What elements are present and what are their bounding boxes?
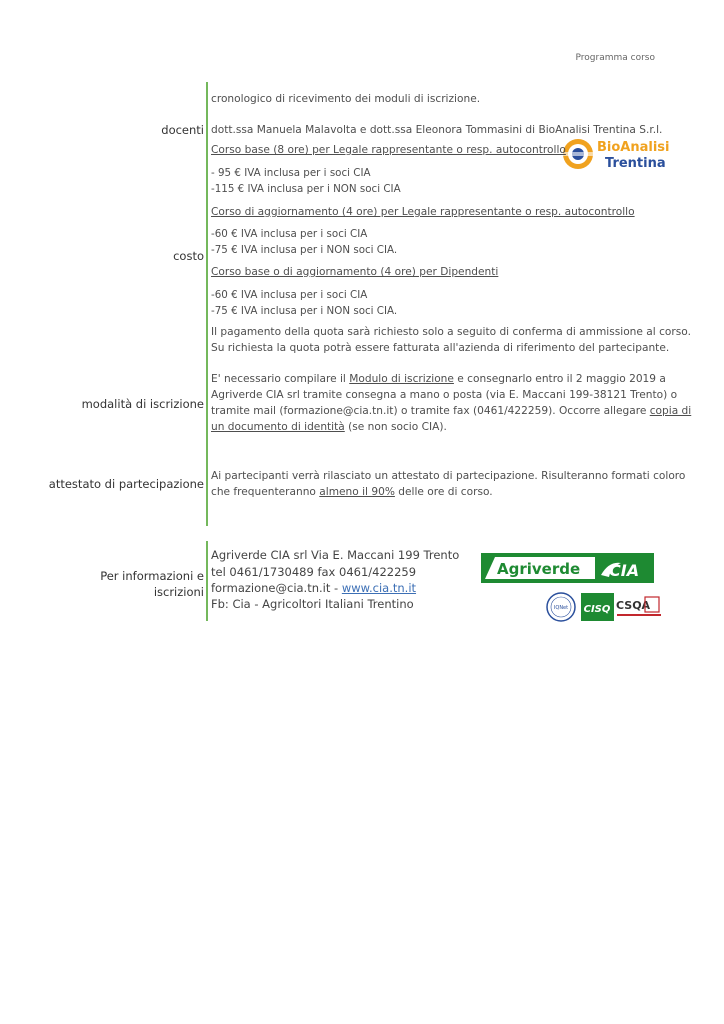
attestato-line-1: Ai partecipanti verrà rilasciato un attestato di partecipazione. Risulteranno formati coloro	[211, 470, 686, 482]
section-divider-top	[206, 82, 208, 526]
attestato-percentuale: almeno il 90%	[319, 486, 395, 498]
modalita-line-1	[211, 371, 666, 387]
info-address: Agriverde CIA srl Via E. Maccani 199 Trento	[211, 548, 460, 562]
attestato-line-2-text-b: delle ore di corso.	[394, 486, 493, 498]
modalita-label: modalità di iscrizione	[81, 397, 204, 411]
costo-base-line-1: - 95 € IVA inclusa per i soci CIA	[211, 167, 371, 179]
docenti-label: docenti	[161, 123, 204, 137]
info-phones: tel 0461/1730489 fax 0461/422259	[211, 565, 417, 579]
modulo-iscrizione-link[interactable]: Modulo di iscrizione	[349, 373, 454, 385]
agriverde-cia-logo	[481, 553, 654, 583]
costo-dip-line-1: -60 € IVA inclusa per i soci CIA	[211, 289, 368, 301]
modalita-line-4	[211, 419, 447, 435]
section-divider-bottom	[206, 541, 208, 621]
copia-documento-link[interactable]: copia di	[649, 405, 692, 417]
modalita-line-1-text-b: e consegnarlo entro il 2 maggio 2019 a	[453, 373, 666, 385]
costo-base-line-2: -115 € IVA inclusa per i NON soci CIA	[211, 183, 401, 195]
modalita-line-2: Agriverde CIA srl tramite consegna a mano o posta (via E. Maccani 199-38121 Trento) o	[211, 389, 678, 401]
certification-logos	[545, 592, 665, 622]
info-facebook: Fb: Cia - Agricoltori Italiani Trentino	[211, 597, 414, 611]
info-website-link[interactable]: www.cia.tn.it	[341, 581, 417, 595]
costo-agg-line-2: -75 € IVA inclusa per i NON soci CIA.	[211, 244, 398, 256]
bioanalisi-logo-line2: Trentina	[605, 156, 666, 171]
documento-identita-link[interactable]: un documento di identità	[211, 421, 345, 433]
modalita-line-1-text-a: E' necessario compilare il	[211, 373, 350, 385]
cisq-logo-text: CISQ	[583, 604, 611, 615]
attestato-line-2-text-a: che frequenteranno	[211, 486, 320, 498]
info-label-line-1: Per informazioni e	[100, 569, 204, 583]
payment-line-2: Su richiesta la quota potrà essere fatturata all'azienda di riferimento del partecipante.	[211, 342, 670, 354]
payment-line-1: Il pagamento della quota sarà richiesto solo a seguito di conferma di ammissione al corso.	[211, 326, 691, 338]
iqnet-logo-text: IQNet	[553, 605, 569, 611]
bioanalisi-logo-line1: BioAnalisi	[597, 140, 670, 155]
info-email[interactable]: formazione@cia.tn.it -	[211, 581, 342, 595]
info-label-line-2: iscrizioni	[153, 585, 204, 599]
intro-text: cronologico di ricevimento dei moduli di iscrizione.	[211, 93, 481, 105]
costo-base-title: Corso base (8 ore) per Legale rappresentante o resp. autocontrollo	[211, 144, 566, 156]
costo-aggiornamento-title: Corso di aggiornamento (4 ore) per Legale rappresentante o resp. autocontrollo	[211, 206, 635, 218]
modalita-line-4-text-b: (se non socio CIA).	[344, 421, 447, 433]
attestato-label: attestato di partecipazione	[48, 477, 204, 491]
csqa-logo-text: CSQA	[616, 599, 651, 612]
costo-agg-line-1: -60 € IVA inclusa per i soci CIA	[211, 228, 368, 240]
modalita-line-3	[211, 403, 691, 419]
info-email-row	[211, 580, 416, 596]
costo-dip-line-2: -75 € IVA inclusa per i NON soci CIA.	[211, 305, 398, 317]
modalita-line-3-text-a: tramite mail (formazione@cia.tn.it) o tramite fax (0461/422259). Occorre allegare	[211, 405, 650, 417]
docenti-text: dott.ssa Manuela Malavolta e dott.ssa Eleonora Tommasini di BioAnalisi Trentina S.r.l.	[211, 124, 663, 136]
cia-logo-text: CIA	[609, 561, 640, 580]
costo-dipendenti-title: Corso base o di aggiornamento (4 ore) per Dipendenti	[211, 266, 499, 278]
page-header-label: Programma corso	[575, 53, 655, 63]
costo-label: costo	[173, 249, 204, 263]
attestato-line-2	[211, 484, 493, 500]
bioanalisi-logo	[561, 136, 673, 172]
agriverde-logo-text: Agriverde	[497, 560, 581, 578]
